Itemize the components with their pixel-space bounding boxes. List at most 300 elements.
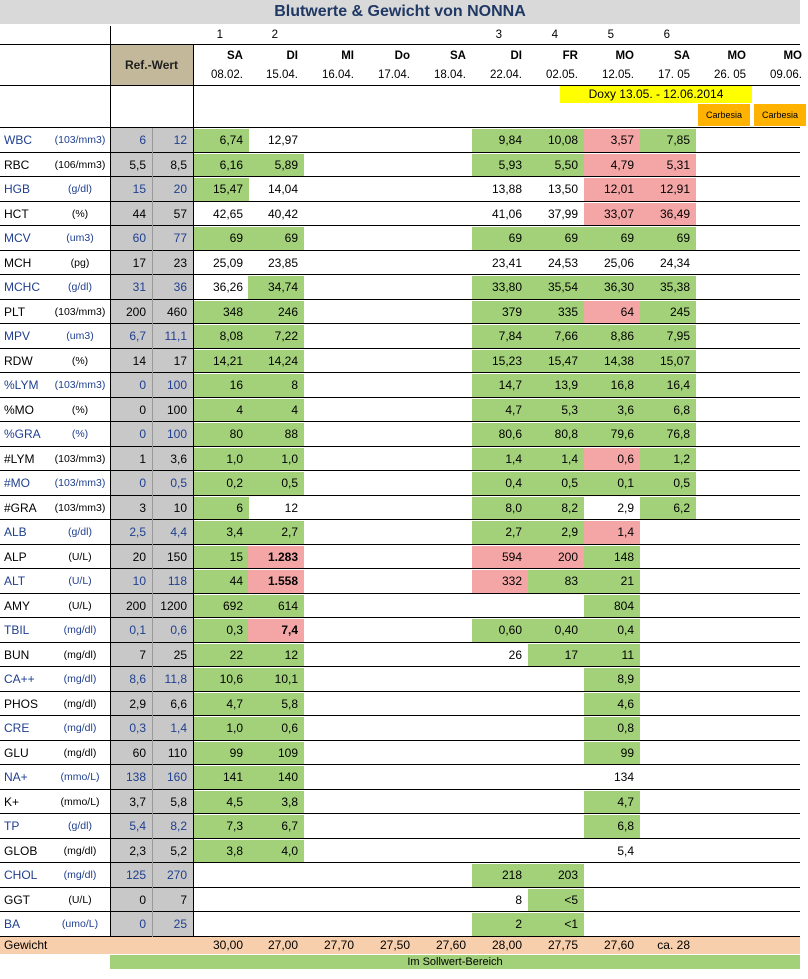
legend-in-range: Im Sollwert-Bereich xyxy=(110,955,800,969)
ref-max: 118 xyxy=(167,574,187,588)
value-cell: 4,5 xyxy=(193,791,249,815)
value-cell: 36,26 xyxy=(212,280,243,294)
parameter-unit: (106/mm3) xyxy=(54,158,106,171)
column-number: 3 xyxy=(495,29,502,41)
parameter-unit: (um3) xyxy=(66,232,94,244)
column-day: DI xyxy=(510,50,522,62)
parameter-name: GGT xyxy=(4,892,30,907)
ref-min: 14 xyxy=(132,353,146,368)
value-cell: 35,38 xyxy=(640,276,696,300)
value-cell: 12,97 xyxy=(267,133,298,147)
ref-max: 8,2 xyxy=(170,819,187,833)
grid-line xyxy=(0,127,800,128)
grid-line xyxy=(0,446,800,447)
parameter-unit: (g/dl) xyxy=(68,183,92,195)
value-cell: 0,5 xyxy=(640,472,696,496)
ref-min: 5,4 xyxy=(129,819,146,833)
value-cell: 692 xyxy=(193,595,249,619)
value-cell: 7,85 xyxy=(640,129,696,153)
value-cell: 10,1 xyxy=(248,668,304,692)
value-cell: 148 xyxy=(584,546,640,570)
value-cell: 15,47 xyxy=(528,350,584,374)
value-cell: 9,84 xyxy=(472,129,528,153)
value-cell: 4 xyxy=(248,399,304,423)
column-day: SA xyxy=(227,50,243,62)
ref-min: 2,9 xyxy=(129,696,146,711)
ref-max: 270 xyxy=(166,868,187,882)
column-date: 16.04. xyxy=(322,69,354,81)
value-cell: 69 xyxy=(584,227,640,251)
ref-max: 100 xyxy=(166,378,187,392)
grid-line xyxy=(0,862,800,863)
value-cell: 24,34 xyxy=(659,255,690,270)
value-cell: 0,4 xyxy=(584,619,640,643)
value-cell: 4,6 xyxy=(584,693,640,717)
column-date: 17.04. xyxy=(378,69,410,81)
ref-min: 200 xyxy=(125,304,146,319)
grid-line xyxy=(0,740,800,741)
grid-line xyxy=(0,201,800,202)
value-cell: 42,65 xyxy=(212,206,243,221)
grid-line xyxy=(0,789,800,790)
column-date: 15.04. xyxy=(266,69,298,81)
grid-line xyxy=(0,348,800,349)
value-cell: 10,6 xyxy=(193,668,249,692)
value-cell: 0,60 xyxy=(472,619,528,643)
grid-line xyxy=(110,44,111,937)
grid-line xyxy=(0,495,800,496)
value-cell: 0,5 xyxy=(528,472,584,496)
parameter-unit: (mmo/L) xyxy=(60,771,100,783)
column-number xyxy=(360,27,396,43)
parameter-name: BUN xyxy=(4,647,30,662)
ref-max: 8,5 xyxy=(170,157,187,172)
ref-min: 3 xyxy=(139,500,146,515)
parameter-name: PHOS xyxy=(4,696,39,711)
ref-min: 2,5 xyxy=(129,525,146,539)
grid-line xyxy=(0,838,800,839)
ref-max: 160 xyxy=(166,770,187,784)
ref-max: 11,8 xyxy=(164,672,187,686)
value-cell: 2,7 xyxy=(248,521,304,545)
ref-min: 0 xyxy=(139,402,146,417)
grid-line xyxy=(0,887,800,888)
grid-line xyxy=(0,593,800,594)
ref-max: 5,8 xyxy=(170,794,187,809)
value-cell: 3,57 xyxy=(584,129,640,153)
value-cell: 0,2 xyxy=(193,472,249,496)
grid-line xyxy=(0,152,800,153)
value-cell: 1.283 xyxy=(248,546,304,570)
column-day: SA xyxy=(674,50,690,62)
parameter-name: #GRA xyxy=(4,500,37,515)
value-cell: 3,4 xyxy=(193,521,249,545)
value-cell: 35,54 xyxy=(528,276,584,300)
value-cell: 88 xyxy=(248,423,304,447)
ref-max: 23 xyxy=(173,255,187,270)
value-cell: 0,6 xyxy=(248,717,304,741)
value-cell: 23,85 xyxy=(267,255,298,270)
parameter-name: CHOL xyxy=(4,868,38,882)
value-cell: 36,30 xyxy=(584,276,640,300)
parameter-name: CRE xyxy=(4,721,30,735)
parameter-name: TP xyxy=(4,819,20,833)
ref-min: 10 xyxy=(132,574,146,588)
column-number: 4 xyxy=(551,29,558,41)
value-cell: 1,0 xyxy=(248,448,304,472)
parameter-name: GLU xyxy=(4,745,29,760)
value-cell: 15 xyxy=(193,546,249,570)
ref-max: 11,1 xyxy=(164,329,187,343)
value-cell: 40,42 xyxy=(267,206,298,221)
value-cell: 15,23 xyxy=(472,350,528,374)
column-day: MO xyxy=(615,50,634,62)
ref-max: 6,6 xyxy=(170,696,187,711)
ref-min: 6 xyxy=(139,133,146,147)
value-cell: 12,91 xyxy=(640,178,696,202)
parameter-unit: (mg/dl) xyxy=(63,746,97,759)
ref-max: 150 xyxy=(166,549,187,564)
ref-min: 60 xyxy=(132,231,146,245)
grid-line xyxy=(0,470,800,471)
ref-max: 17 xyxy=(173,353,187,368)
ref-max: 100 xyxy=(166,402,187,417)
value-cell: 22 xyxy=(193,644,249,668)
value-cell: 76,8 xyxy=(640,423,696,447)
value-cell: 83 xyxy=(528,570,584,594)
parameter-unit: (%) xyxy=(71,428,89,440)
value-cell: 4,79 xyxy=(584,154,640,178)
parameter-name: MCH xyxy=(4,255,32,270)
value-cell: 109 xyxy=(248,742,304,766)
value-cell: 33,07 xyxy=(584,203,640,227)
value-cell: 5,50 xyxy=(528,154,584,178)
value-cell: 7,3 xyxy=(193,815,249,839)
parameter-name: CA++ xyxy=(4,672,35,686)
ref-min: 0,1 xyxy=(129,623,146,637)
ref-min: 0 xyxy=(139,378,146,392)
ref-min: 5,5 xyxy=(129,157,146,172)
parameter-name: ALB xyxy=(4,525,27,539)
grid-line xyxy=(0,764,800,765)
value-cell: 16,4 xyxy=(640,374,696,398)
column-day: MO xyxy=(783,50,802,62)
value-cell: 6,8 xyxy=(640,399,696,423)
parameter-name: RBC xyxy=(4,157,30,172)
weight-label: Gewicht xyxy=(4,937,48,952)
grid-line xyxy=(0,250,800,251)
parameter-unit: (mg/dl) xyxy=(63,648,97,661)
ref-min: 0 xyxy=(139,917,146,931)
column-date: 22.04. xyxy=(490,69,522,81)
value-cell: 80,8 xyxy=(528,423,584,447)
value-cell: 246 xyxy=(248,301,304,325)
grid-line xyxy=(0,176,800,177)
value-cell: <1 xyxy=(528,913,584,937)
ref-max: 0,6 xyxy=(170,623,187,637)
value-cell: 64 xyxy=(584,301,640,325)
value-cell: 8,9 xyxy=(584,668,640,692)
weight-value: 27,75 xyxy=(547,937,578,952)
grid-line xyxy=(0,642,800,643)
value-cell: 0,1 xyxy=(584,472,640,496)
value-cell: 140 xyxy=(248,766,304,790)
value-cell: 8 xyxy=(248,374,304,398)
column-day: FR xyxy=(562,50,578,62)
value-cell: 7,84 xyxy=(472,325,528,349)
column-number xyxy=(752,27,788,43)
parameter-name: HGB xyxy=(4,182,31,196)
parameter-unit: (mg/dl) xyxy=(63,869,97,881)
value-cell: 2,7 xyxy=(472,521,528,545)
value-cell: 37,99 xyxy=(547,206,578,221)
value-cell: 6,74 xyxy=(193,129,249,153)
grid-line xyxy=(0,85,800,86)
value-cell: 34,74 xyxy=(248,276,304,300)
value-cell: 0,40 xyxy=(528,619,584,643)
parameter-name: WBC xyxy=(4,133,32,147)
parameter-name: GLOB xyxy=(4,843,38,858)
value-cell: 14,7 xyxy=(472,374,528,398)
value-cell: 5,3 xyxy=(528,399,584,423)
parameter-unit: (g/dl) xyxy=(68,281,92,293)
value-cell: <5 xyxy=(528,889,584,913)
value-cell: 1,0 xyxy=(193,448,249,472)
ref-min: 1 xyxy=(139,451,146,466)
value-cell: 2 xyxy=(472,913,528,937)
grid-line xyxy=(0,691,800,692)
value-cell: 26 xyxy=(508,647,522,662)
parameter-unit: (g/dl) xyxy=(68,526,92,538)
parameter-unit: (%) xyxy=(71,403,89,416)
ref-max: 10 xyxy=(173,500,187,515)
grid-line xyxy=(0,225,800,226)
value-cell: 7,22 xyxy=(248,325,304,349)
ref-max: 7 xyxy=(180,892,187,907)
ref-max: 1200 xyxy=(160,598,187,613)
value-cell: 5,31 xyxy=(640,154,696,178)
grid-line xyxy=(0,813,800,814)
value-cell: 16,8 xyxy=(584,374,640,398)
value-cell: 0,6 xyxy=(584,448,640,472)
ref-min: 0 xyxy=(139,427,146,441)
value-cell: 21 xyxy=(584,570,640,594)
ref-value-header: Ref.-Wert xyxy=(110,45,193,85)
parameter-name: AMY xyxy=(4,598,31,613)
parameter-unit: (103/mm3) xyxy=(54,477,106,489)
parameter-unit: (U/L) xyxy=(68,599,92,612)
parameter-unit: (mg/dl) xyxy=(63,673,97,685)
weight-value: 30,00 xyxy=(212,937,243,952)
value-cell: 0,4 xyxy=(472,472,528,496)
value-cell: 7,95 xyxy=(640,325,696,349)
ref-min: 0 xyxy=(139,476,146,490)
value-cell: 8,2 xyxy=(528,497,584,521)
grid-line xyxy=(0,372,800,373)
column-number: 2 xyxy=(271,29,278,41)
parameter-unit: (%) xyxy=(71,354,89,367)
value-cell: 1,4 xyxy=(584,521,640,545)
weight-value: 27,00 xyxy=(267,937,298,952)
column-date: 18.04. xyxy=(434,69,466,81)
parameter-unit: (um3) xyxy=(66,330,94,342)
parameter-unit: (mg/dl) xyxy=(63,624,97,636)
parameter-name: RDW xyxy=(4,353,33,368)
parameter-name: BA xyxy=(4,917,21,931)
value-cell: 379 xyxy=(472,301,528,325)
sheet-title: Blutwerte & Gewicht von NONNA xyxy=(0,0,800,24)
value-cell: 69 xyxy=(528,227,584,251)
value-cell: 80,6 xyxy=(472,423,528,447)
value-cell: 4,0 xyxy=(248,840,304,864)
parameter-unit: (103/mm3) xyxy=(54,134,106,146)
value-cell: 218 xyxy=(472,864,528,888)
ref-max: 100 xyxy=(166,427,187,441)
grid-line xyxy=(0,397,800,398)
value-cell: 24,53 xyxy=(547,255,578,270)
ref-min: 125 xyxy=(125,868,146,882)
value-cell: 14,38 xyxy=(584,350,640,374)
weight-value: 27,50 xyxy=(379,937,410,952)
value-cell: 10,08 xyxy=(528,129,584,153)
value-cell: 348 xyxy=(193,301,249,325)
column-day: Do xyxy=(394,50,410,62)
ref-max: 4,4 xyxy=(170,525,187,539)
ref-min: 15 xyxy=(132,182,146,196)
parameter-name: #MO xyxy=(4,476,31,490)
value-cell: 2,9 xyxy=(528,521,584,545)
column-number xyxy=(416,27,452,43)
value-cell: 80 xyxy=(193,423,249,447)
weight-value: 27,70 xyxy=(323,937,354,952)
value-cell: 1,4 xyxy=(528,448,584,472)
column-date: 12.05. xyxy=(602,69,634,81)
parameter-unit: (g/dl) xyxy=(68,820,92,832)
parameter-unit: (mg/dl) xyxy=(63,722,97,734)
column-date: 09.06. xyxy=(770,69,802,81)
column-number xyxy=(696,27,732,43)
parameter-name: PLT xyxy=(4,304,26,319)
grid-line xyxy=(110,26,111,44)
value-cell: 16 xyxy=(193,374,249,398)
grid-line xyxy=(0,323,800,324)
value-cell: 14,04 xyxy=(267,182,298,196)
parameter-unit: (pg) xyxy=(70,256,90,269)
grid-line xyxy=(0,617,800,618)
grid-line xyxy=(0,936,800,937)
ref-min: 17 xyxy=(132,255,146,270)
parameter-name: #LYM xyxy=(4,451,35,466)
value-cell: 3,6 xyxy=(584,399,640,423)
value-cell: 7,4 xyxy=(248,619,304,643)
value-cell: 804 xyxy=(584,595,640,619)
value-cell: 13,9 xyxy=(528,374,584,398)
value-cell: 6,2 xyxy=(640,497,696,521)
value-cell: 245 xyxy=(640,301,696,325)
grid-line xyxy=(0,544,800,545)
ref-min: 7 xyxy=(139,647,146,662)
parameter-unit: (mmo/L) xyxy=(60,795,100,808)
column-date: 17. 05 xyxy=(658,69,690,81)
parameter-unit: (U/L) xyxy=(68,893,92,906)
column-date: 02.05. xyxy=(546,69,578,81)
ref-min: 2,3 xyxy=(129,843,146,858)
parameter-name: MCHC xyxy=(4,280,40,294)
ref-max: 460 xyxy=(166,304,187,319)
value-cell: 44 xyxy=(193,570,249,594)
value-cell: 23,41 xyxy=(491,255,522,270)
parameter-unit: (U/L) xyxy=(68,550,92,563)
ref-min: 200 xyxy=(125,598,146,613)
ref-min: 31 xyxy=(132,280,146,294)
value-cell: 5,89 xyxy=(248,154,304,178)
parameter-name: ALP xyxy=(4,549,27,564)
column-day: DI xyxy=(286,50,298,62)
grid-line xyxy=(152,128,153,937)
ref-min: 60 xyxy=(132,745,146,760)
dotted-divider xyxy=(0,519,110,520)
value-cell: 200 xyxy=(528,546,584,570)
ref-max: 57 xyxy=(173,206,187,221)
grid-line xyxy=(0,421,800,422)
ref-max: 25 xyxy=(173,917,187,931)
parameter-name: MCV xyxy=(4,231,31,245)
value-cell: 332 xyxy=(472,570,528,594)
value-cell: 1,2 xyxy=(640,448,696,472)
value-cell: 6 xyxy=(193,497,249,521)
ref-max: 12 xyxy=(173,133,187,147)
parameter-name: TBIL xyxy=(4,623,30,637)
parameter-unit: (103/mm3) xyxy=(54,379,106,391)
column-number xyxy=(304,27,340,43)
value-cell: 41,06 xyxy=(491,206,522,221)
value-cell: 12 xyxy=(248,644,304,668)
value-cell: 0,5 xyxy=(248,472,304,496)
grid-line xyxy=(193,44,194,937)
value-cell: 4,7 xyxy=(584,791,640,815)
parameter-name: NA+ xyxy=(4,770,28,784)
value-cell: 5,93 xyxy=(472,154,528,178)
column-date: 08.02. xyxy=(211,69,243,81)
parameter-unit: (mg/dl) xyxy=(63,844,97,857)
ref-max: 110 xyxy=(167,745,187,760)
value-cell: 594 xyxy=(472,546,528,570)
parameter-unit: (103/mm3) xyxy=(54,452,106,465)
value-cell: 11 xyxy=(584,644,640,668)
weight-value: 27,60 xyxy=(435,937,466,952)
value-cell: 335 xyxy=(528,301,584,325)
value-cell: 6,7 xyxy=(248,815,304,839)
value-cell: 134 xyxy=(613,770,634,784)
value-cell: 3,8 xyxy=(248,791,304,815)
value-cell: 6,16 xyxy=(193,154,249,178)
grid-line xyxy=(0,44,800,45)
value-cell: 141 xyxy=(193,766,249,790)
ref-max: 5,2 xyxy=(170,843,187,858)
parameter-unit: (mg/dl) xyxy=(63,697,97,710)
weight-value: 27,60 xyxy=(603,937,634,952)
grid-line xyxy=(0,666,800,667)
column-date: 26. 05 xyxy=(714,69,746,81)
ref-max: 3,6 xyxy=(170,451,187,466)
value-cell: 1.558 xyxy=(248,570,304,594)
ref-max: 36 xyxy=(173,280,187,294)
parameter-unit: (103/mm3) xyxy=(54,501,106,514)
grid-line xyxy=(0,299,800,300)
value-cell: 4 xyxy=(193,399,249,423)
column-number: 5 xyxy=(607,29,614,41)
value-cell: 69 xyxy=(640,227,696,251)
